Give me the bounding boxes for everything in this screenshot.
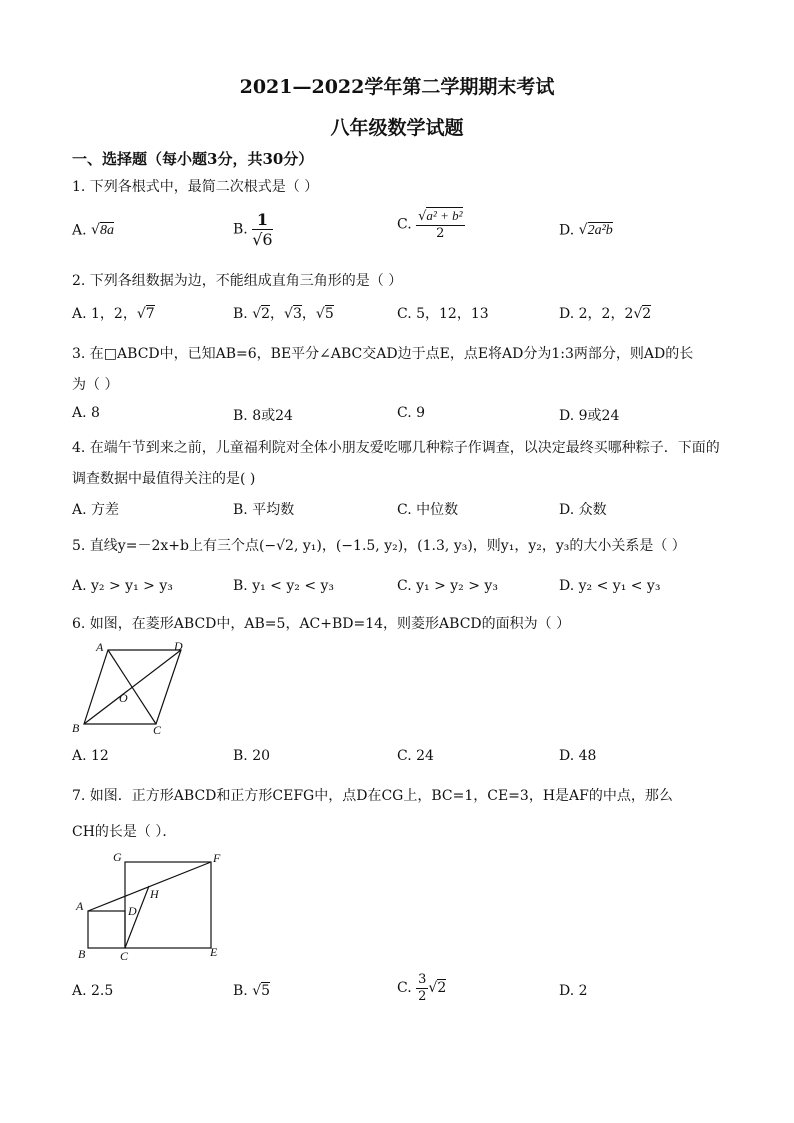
q7-option-a[interactable]: A. 2.5 (72, 983, 114, 999)
q3-option-d[interactable]: D. 9或24 (559, 408, 620, 424)
radicand: 5 (261, 983, 271, 999)
q6-option-b[interactable]: B. 20 (233, 748, 271, 764)
option-label: C. (397, 980, 412, 997)
q2-option-d[interactable] (559, 303, 651, 323)
radicand: 6 (262, 230, 273, 250)
diagonal-bd (84, 650, 181, 724)
denominator: √6 (252, 230, 273, 250)
radicand: 2 (642, 306, 652, 322)
q4-option-a[interactable]: A. 方差 (72, 502, 120, 518)
radicand: 7 (145, 306, 155, 322)
radical: √5 (315, 306, 334, 322)
q2-option-b[interactable] (233, 303, 334, 323)
label-a: A (76, 899, 84, 913)
question-4-line-2: 调查数据中最值得关注的是( ) (72, 471, 256, 487)
label-f: F (213, 851, 221, 865)
question-5-stem: 5. 直线y=－2x+b上有三个点(−√2, y₁)，(−1.5, y₂)，(1.3, y₃)，则y₁，y₂，y₃的大小关系是（ ） (72, 538, 686, 554)
q1-option-a[interactable] (72, 222, 114, 239)
radicand: 2a²b (587, 223, 613, 238)
option-label: B. (233, 221, 248, 238)
q1-option-d[interactable] (559, 222, 613, 239)
squares-figure (72, 848, 232, 966)
radicand: 2 (261, 306, 271, 322)
radical: √2 (633, 306, 652, 322)
question-7-line-2: CH的长是（ ）． (72, 824, 177, 840)
radical: √2 (428, 980, 447, 997)
label-b: B (72, 721, 80, 735)
label-c: C (153, 723, 162, 737)
q3-option-a[interactable]: A. 8 (72, 405, 100, 421)
q6-option-d[interactable]: D. 48 (559, 748, 597, 764)
question-4-line-1: 4. 在端午节到来之前，儿童福利院对全体小朋友爱吃哪几种粽子作调查，以决定最终买哪种粽子．下面的 (72, 440, 720, 456)
label-g: G (113, 850, 122, 864)
radical: √2 (252, 306, 271, 322)
question-3-line-2: 为（ ） (72, 377, 119, 393)
label-c: C (120, 949, 129, 963)
separator: ， (301, 306, 316, 322)
square-cefg (125, 862, 211, 948)
section-heading: 一、选择题（每小题3分，共30分） (72, 150, 314, 168)
option-label: B. (233, 306, 248, 322)
rhombus-figure (68, 638, 198, 738)
q3-option-b[interactable]: B. 8或24 (233, 408, 293, 424)
fraction (416, 208, 464, 241)
radical: √7 (136, 306, 155, 322)
square-abcd (88, 911, 125, 948)
q5-option-a[interactable]: A. y₂ > y₁ > y₃ (72, 578, 173, 594)
question-1-stem: 1. 下列各根式中，最简二次根式是（ ） (72, 179, 319, 195)
option-text: 1，2， (91, 306, 137, 322)
label-h: H (150, 887, 159, 901)
label-d: D (128, 904, 137, 918)
radical: √2a²b (578, 222, 613, 238)
radicand: 2 (437, 980, 447, 997)
option-label: A. (72, 306, 87, 322)
radical: √3 (284, 306, 302, 322)
radicand: 5 (324, 306, 334, 322)
denominator: 2 (418, 988, 427, 1004)
q5-option-c[interactable]: C. y₁ > y₂ > y₃ (397, 578, 498, 594)
exam-title: 2021—2022学年第二学期期末考试 (239, 76, 555, 98)
q1-option-b[interactable] (233, 210, 273, 249)
radicand: a² + b² (426, 208, 463, 223)
q1-option-c[interactable] (397, 208, 465, 241)
q5-option-b[interactable]: B. y₁ < y₂ < y₃ (233, 578, 335, 594)
q7-option-c[interactable] (397, 972, 446, 1004)
q5-option-d[interactable]: D. y₂ < y₁ < y₃ (559, 578, 661, 594)
q4-option-d[interactable]: D. 众数 (559, 502, 607, 518)
option-label: B. (233, 983, 248, 999)
q2-option-a[interactable] (72, 303, 155, 323)
numerator: 1 (252, 210, 272, 230)
q3-option-c[interactable]: C. 9 (397, 405, 426, 421)
question-6-stem: 6. 如图，在菱形ABCD中，AB=5，AC+BD=14，则菱形ABCD的面积为（ ） (72, 616, 571, 632)
numerator: 3 (418, 972, 427, 987)
option-text: D. 2，2，2 (559, 306, 634, 322)
fraction (416, 972, 428, 1004)
q2-option-c[interactable]: C. 5，12，13 (397, 306, 489, 322)
radical: √5 (252, 983, 271, 999)
label-a: A (96, 640, 104, 654)
radical: √8a (91, 222, 114, 238)
q7-option-d[interactable]: D. 2 (559, 983, 588, 999)
option-label: C. (397, 216, 412, 233)
radicand: 3 (292, 306, 302, 322)
label-d: D (174, 639, 183, 653)
q4-option-b[interactable]: B. 平均数 (233, 502, 295, 518)
label-o: O (119, 691, 128, 705)
question-7-line-1: 7. 如图．正方形ABCD和正方形CEFG中，点D在CG上，BC=1，CE=3，H是AF的中点，那么 (72, 788, 673, 804)
denominator: 2 (436, 225, 445, 241)
label-b: B (78, 947, 86, 961)
separator: ， (270, 306, 285, 322)
radicand: 8a (99, 223, 114, 238)
q7-option-b[interactable] (233, 983, 270, 999)
numerator: √a² + b² (418, 208, 463, 224)
label-e: E (210, 945, 218, 959)
q6-option-c[interactable]: C. 24 (397, 748, 434, 764)
q4-option-c[interactable]: C. 中位数 (397, 502, 459, 518)
option-label: A. (72, 222, 87, 239)
exam-subtitle: 八年级数学试题 (330, 117, 464, 139)
option-label: D. (559, 222, 575, 239)
question-3-line-1: 3. 在□ABCD中，已知AB=6，BE平分∠ABC交AD边于点E，点E将AD分为1:3两部分，则AD的长 (72, 346, 694, 362)
fraction (252, 210, 272, 249)
question-2-stem: 2. 下列各组数据为边，不能组成直角三角形的是（ ） (72, 273, 403, 289)
q6-option-a[interactable]: A. 12 (72, 748, 109, 764)
